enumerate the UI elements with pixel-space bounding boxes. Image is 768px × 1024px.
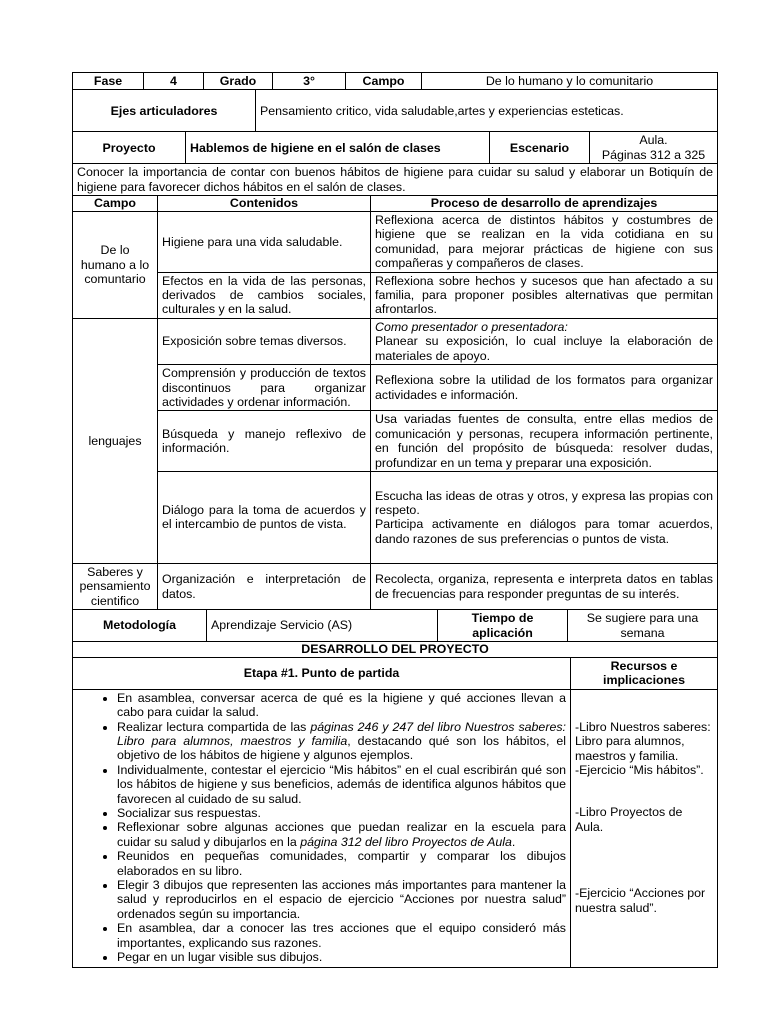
desarrollo-table <box>72 641 718 968</box>
table-row <box>73 318 718 364</box>
column-campo: Campo <box>73 196 158 212</box>
table-row <box>73 365 718 411</box>
proceso-cell: Recolecta, organiza, representa e interpreta datos en tablas de frecuencias para responder preguntas de su interés. <box>371 563 718 609</box>
recurso-item: -Libro Nuestros saberes: Libro para alumnos, maestros y familia. <box>575 719 711 763</box>
contenido-cell: Higiene para una vida saludable. <box>158 212 371 273</box>
table-row <box>73 411 718 472</box>
campo-humano: De lo humano a lo comuntario <box>73 212 158 319</box>
proceso-cell: Usa variadas fuentes de consulta, entre ellas medios de comunicación y personas, recupera información pertinente, en función del propósito de búsqueda: resolver dudas, profundizar en un tema y preparar una exposición. <box>371 411 718 472</box>
proceso-cell: Reflexiona sobre la utilidad de los formatos para organizar actividades e información. <box>371 365 718 411</box>
list-item: • Pegar en un lugar visible sus dibujos. <box>117 950 566 964</box>
contenido-cell: Efectos en la vida de las personas, derivados de cambios sociales, culturales y en la salud. <box>158 272 371 318</box>
activity-list <box>73 691 566 965</box>
list-item: • Reflexionar sobre algunas acciones que puedan realizar en la escuela para cuidar su salud y dibujarlos en la página 312 del libro Proyectos de Aula. <box>117 820 566 849</box>
contenidos-table <box>72 163 718 610</box>
list-item: • En asamblea, dar a conocer las tres acciones que el equipo consideró más importantes, explicando sus razones. <box>117 921 566 950</box>
header-table <box>72 72 718 90</box>
proceso-text: Escucha las ideas de otras y otros, y expresa las propias con respeto. <box>375 488 713 518</box>
ejes-label: Ejes articuladores <box>73 90 256 132</box>
escenario-line-1: Aula. <box>639 133 668 148</box>
desarrollo-title: DESARROLLO DEL PROYECTO <box>73 641 718 657</box>
table-row <box>73 272 718 318</box>
recurso-item: -Ejercicio “Acciones por nuestra salud”. <box>575 886 706 915</box>
tiempo-value: Se sugiere para una semana <box>568 610 718 642</box>
escenario-label: Escenario <box>490 132 590 164</box>
column-proceso: Proceso de desarrollo de aprendizajes <box>371 196 718 212</box>
recurso-item: -Libro Proyectos de Aula. <box>575 805 683 834</box>
fase-value: 4 <box>144 73 204 90</box>
metodologia-table <box>72 609 718 642</box>
list-item: • Elegir 3 dibujos que representen las acciones más importantes para mantener la salud y reproducirlos en el espacio de ejercicio “Acciones por nuestra salud” ordenados según su importancia. <box>117 878 566 921</box>
proyecto-label: Proyecto <box>73 132 186 164</box>
list-item: • Socializar sus respuestas. <box>117 806 566 820</box>
contenido-cell: Búsqueda y manejo reflexivo de información. <box>158 411 371 472</box>
proceso-text-2: Participa activamente en diálogos para tomar acuerdos, dando razones de sus preferencias o puntos de vista. <box>375 517 713 546</box>
proceso-text: Planear su exposición, lo cual incluye la elaboración de materiales de apoyo. <box>375 334 713 363</box>
campo-value: De lo humano y lo comunitario <box>422 73 718 90</box>
campo-saberes: Saberes y pensamiento cientifico <box>73 563 158 609</box>
ejes-table <box>72 89 718 132</box>
campo-label: Campo <box>346 73 422 90</box>
recurso-item: -Ejercicio “Mis hábitos”. <box>575 763 704 777</box>
proceso-italic-line: Como presentador o presentadora: <box>375 319 568 334</box>
table-row <box>73 212 718 273</box>
list-item: • Individualmente, contestar el ejercicio “Mis hábitos” en el cual escribirán qué son los hábitos de higiene y sus beneficios, además de identifica algunos hábitos que favorecen al cuidado de su salud. <box>117 763 566 806</box>
etapa-activities <box>73 689 571 967</box>
tiempo-label: Tiempo de aplicación <box>438 610 568 642</box>
proceso-cell: Reflexiona sobre hechos y sucesos que han afectado a su familia, para proponer posibles alternativas que permitan afrontarlos. <box>371 272 718 318</box>
recursos-cell <box>571 689 718 967</box>
metodologia-value: Aprendizaje Servicio (AS) <box>207 610 438 642</box>
grado-label: Grado <box>204 73 273 90</box>
proceso-cell <box>371 318 718 364</box>
escenario-line-2: Páginas 312 a 325 <box>601 147 706 162</box>
metodologia-label: Metodología <box>73 610 207 642</box>
column-contenidos: Contenidos <box>158 196 371 212</box>
campo-lenguajes: lenguajes <box>73 318 158 563</box>
contenido-cell: Exposición sobre temas diversos. <box>158 318 371 364</box>
etapa-title: Etapa #1. Punto de partida <box>73 657 571 689</box>
contenido-cell: Diálogo para la toma de acuerdos y el intercambio de puntos de vista. <box>158 471 371 563</box>
proyecto-value: Hablemos de higiene en el salón de clases <box>186 132 490 164</box>
proceso-cell <box>371 471 718 563</box>
grado-value: 3° <box>273 73 346 90</box>
contenido-cell: Comprensión y producción de textos discontinuos para organizar actividades y ordenar información. <box>158 365 371 411</box>
fase-label: Fase <box>73 73 144 90</box>
escenario-value <box>590 132 718 164</box>
table-row <box>73 563 718 609</box>
contenido-cell: Organización e interpretación de datos. <box>158 563 371 609</box>
list-item: • Realizar lectura compartida de las páginas 246 y 247 del libro Nuestros saberes: Libro para alumnos, maestros y familia, destacando qué son los hábitos, el objetivo de los hábitos de higiene y algunos ejemplos. <box>117 720 566 763</box>
planning-document <box>72 72 717 968</box>
ejes-value: Pensamiento critico, vida saludable,artes y experiencias esteticas. <box>256 90 718 132</box>
list-item: • Reunidos en pequeñas comunidades, compartir y comparar los dibujos elaborados en su libro. <box>117 849 566 878</box>
table-row <box>73 471 718 563</box>
proyecto-table <box>72 131 718 164</box>
recursos-title: Recursos e implicaciones <box>571 657 718 689</box>
objetivo-text: Conocer la importancia de contar con buenos hábitos de higiene para cuidar su salud y elaborar un Botiquín de higiene para favorecer dichos hábitos en el salón de clases. <box>73 164 718 196</box>
list-item: • En asamblea, conversar acerca de qué es la higiene y qué acciones llevan a cabo para cuidar la salud. <box>117 691 566 720</box>
proceso-cell: Reflexiona acerca de distintos hábitos y costumbres de higiene que se realizan en la vida cotidiana en su comunidad, para mejorar prácticas de higiene con sus compañeras y compañeros de clases. <box>371 212 718 273</box>
